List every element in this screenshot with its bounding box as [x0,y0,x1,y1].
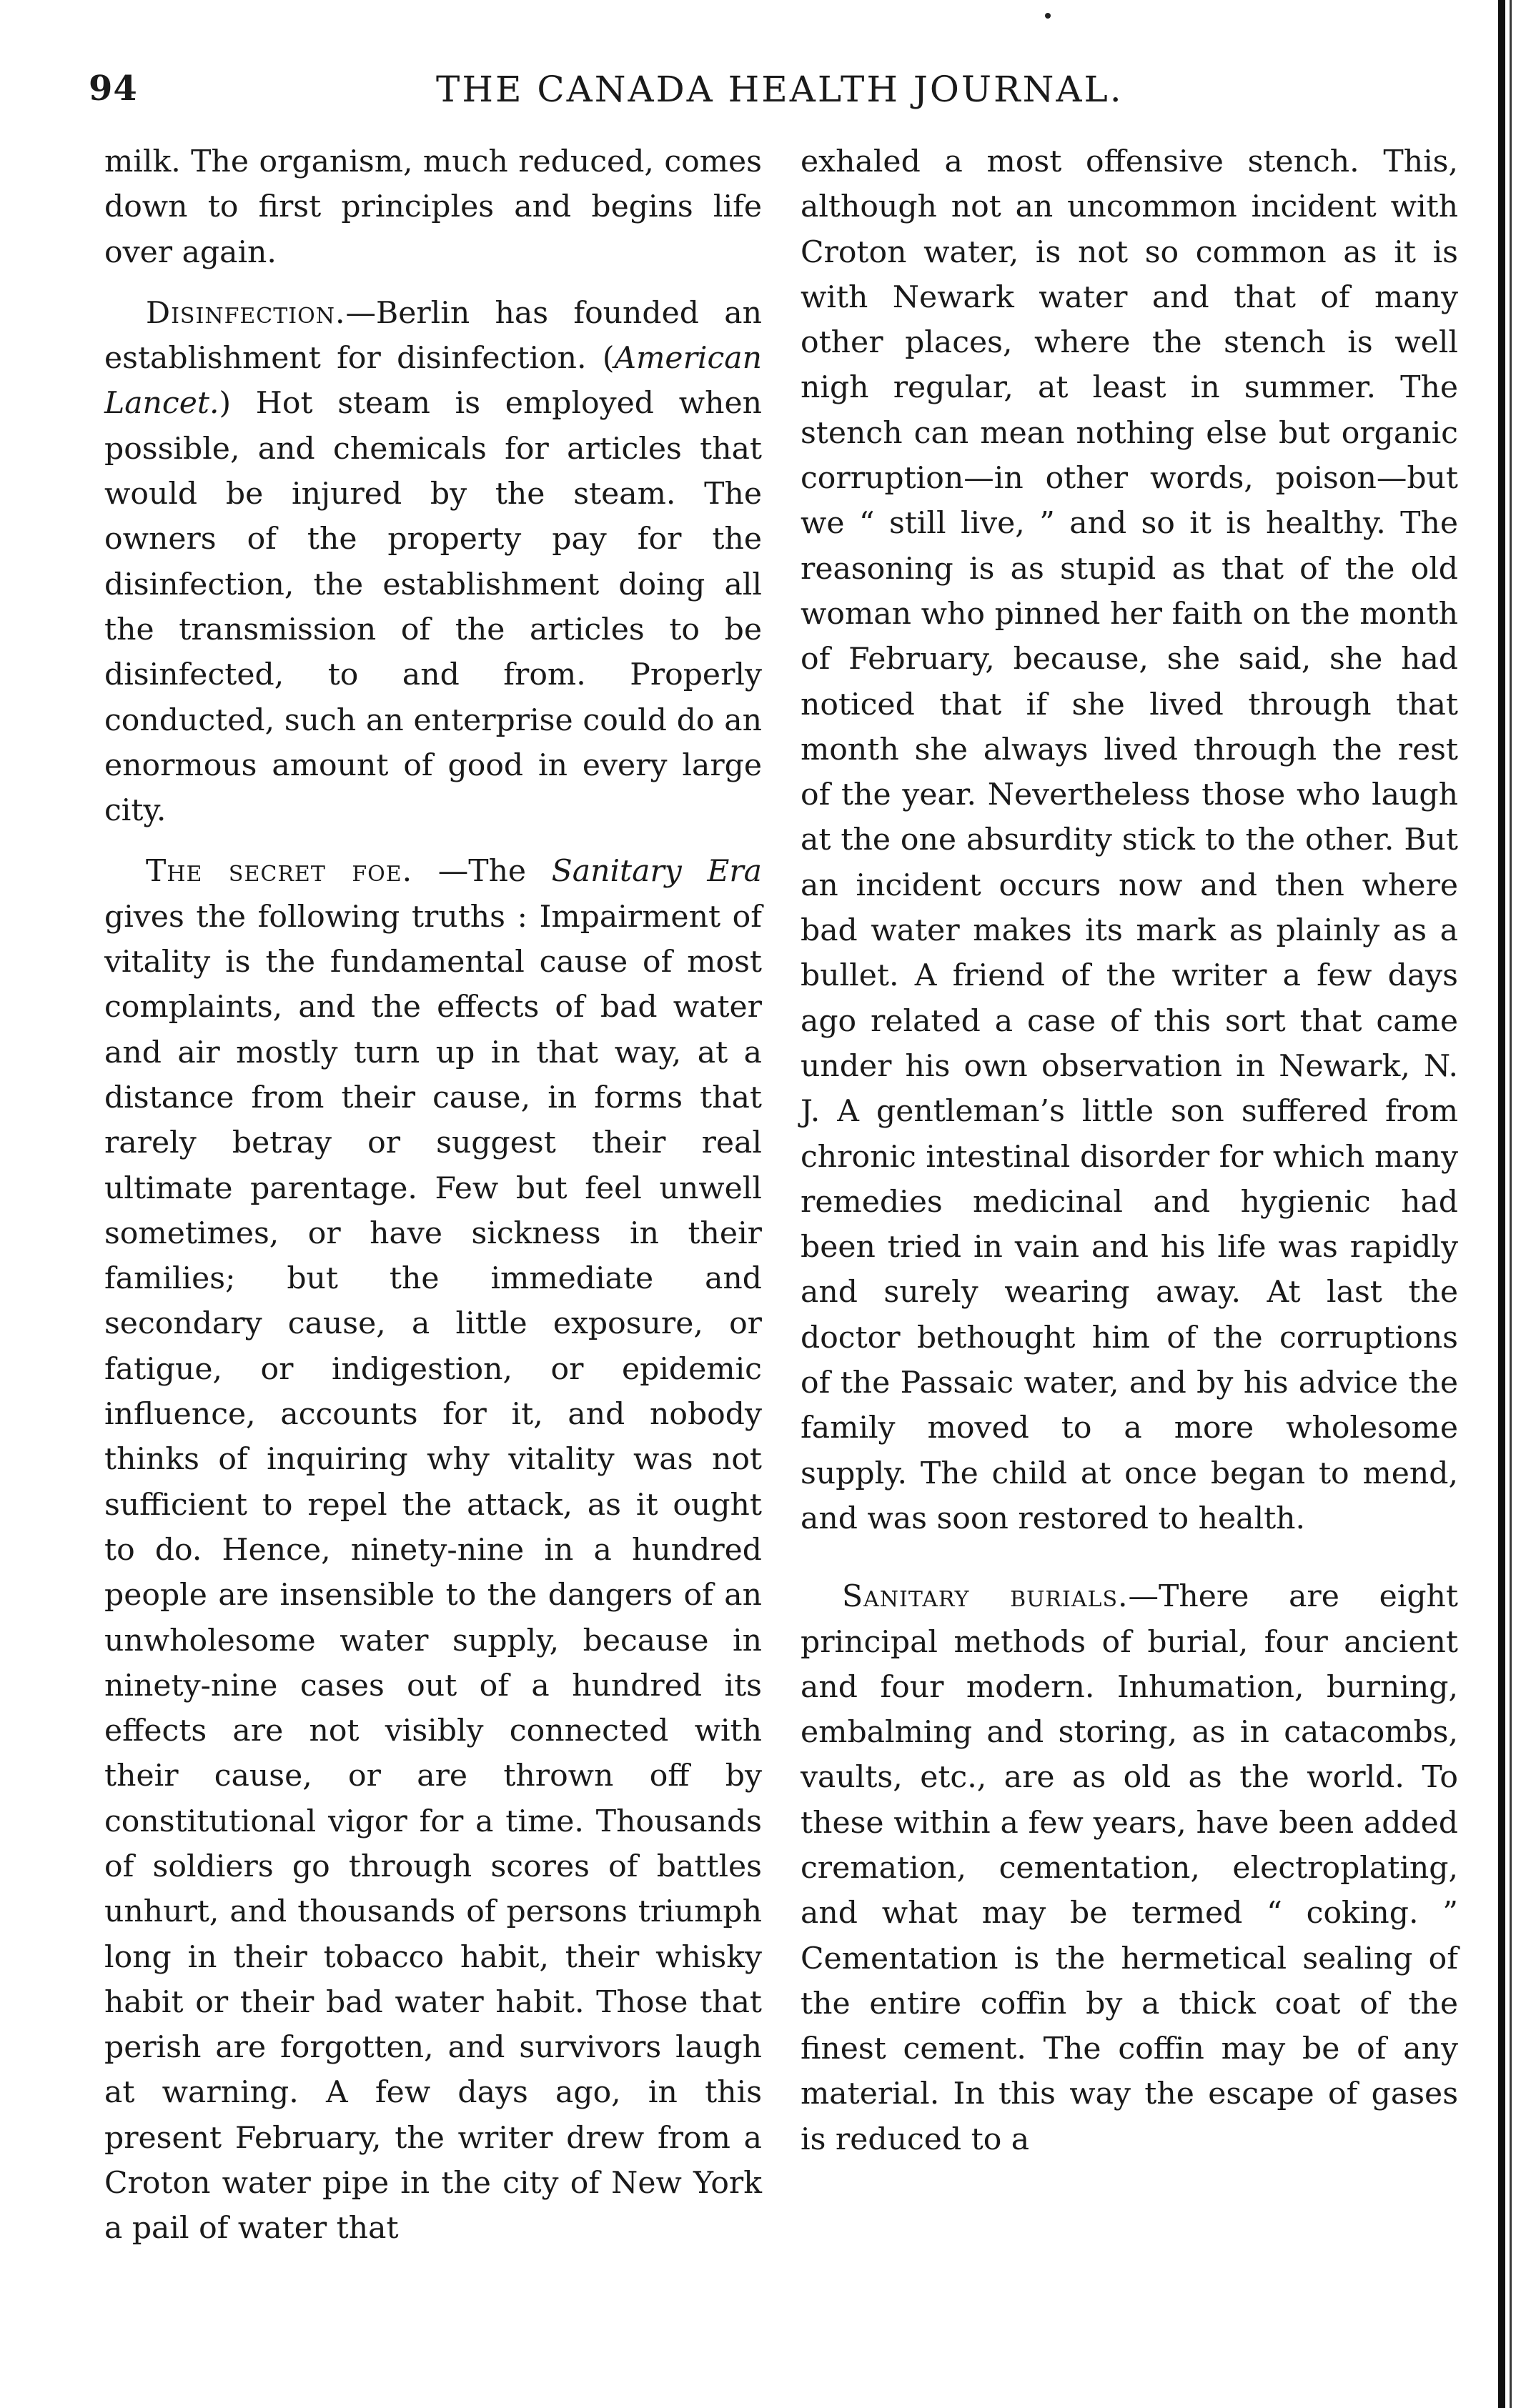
paragraph-text: ) Hot steam is employed when possible, and chemicals for articles that would be injured by the steam. The owners of the property pay for the disinfection, the establishment doing all the transmission of the articles to be disinfected, to and from. Properly conducted, such an enterprise could do an enormous amount of good in every large city. [104,386,762,829]
paragraph-disinfection [104,291,762,834]
paragraph-text: milk. The organism, much reduced, comes down to first principles and begins life over again. [104,144,762,270]
binding-edge-thin [1510,0,1512,2408]
section-heading-secret-foe: The secret foe. [146,854,413,890]
paragraph-sanitary-burials [801,1574,1458,2162]
paragraph-continuation [104,139,762,275]
paragraph-text: —Berlin has founded an establishment for disinfection. ( [104,295,762,377]
paragraph-text: —The [412,854,552,890]
left-column [104,139,762,2252]
paragraph-text: gives the following truths : Impairment of vitality is the fundamental cause of most complaints, and the effects of bad water and air mostly turn up in that way, at a distance from their cause, in forms that rarely betray or suggest their real ultimate parentage. Few but feel unwell sometimes, or have sickness in their families; but the immediate and secondary cause, a little exposure, or fatigue, or indigestion, or epidemic influence, accounts for it, and nobody thinks of inquiring why vitality was not sufficient to repel the attack, as it ought to do. Hence, ninety-nine in a hundred people are insensible to the dangers of an unwholesome water supply, because in ninety-nine cases out of a hundred its effects are not visibly connected with their cause, or are thrown off by constitutional vigor for a time. Thousands of soldiers go through scores of battles unhurt, and thousands of persons triumph long in their tobacco habit, their whisky habit or their bad water habit. Those that perish are forgotten, and survivors laugh at warning. A few days ago, in this present February, the writer drew from a Croton water pipe in the city of New York a pail of water that [104,899,762,2247]
paragraph-continuation [801,139,1458,1541]
journal-title: THE CANADA HEALTH JOURNAL. [436,69,1124,110]
paragraph-text: —There are eight principal methods of burial, four ancient and four modern. Inhumation, burning, embalming and storing, as in catacombs, vaults, etc., are as old as the world. To these within a few years, have been added cremation, cementation, electroplating, and what may be termed “ coking. ” Cementation is the hermetical sealing of the entire coffin by a thick coat of the finest cement. The coffin may be of any material. In this way the escape of gases is reduced to a [801,1579,1458,2157]
section-heading-disinfection: Disinfection. [146,295,346,331]
page-number: 94 [89,69,138,109]
section-heading-sanitary-burials: Sanitary burials. [842,1579,1129,1615]
binding-edge [1498,0,1505,2408]
paragraph-secret-foe [104,849,762,2251]
citation-sanitary-era: Sanitary Era [551,854,762,890]
print-speck [1045,13,1051,19]
paragraph-text: exhaled a most offensive stench. This, although not an uncommon incident with Croton water, is not so common as it is with Newark water and that of many other places, where the stench is well nigh regular, at least in summer. The stench can mean nothing else but organic corruption—in other words, poison—but we “ still live, ” and so it is healthy. The reasoning is as stupid as that of the old woman who pinned her faith on the month of February, because, she said, she had noticed that if she lived through that month she always lived through the rest of the year. Nevertheless those who laugh at the one absurdity stick to the other. But an incident occurs now and then where bad water makes its mark as plainly as a bullet. A friend of the writer a few days ago related a case of this sort that came under his own observation in Newark, N. J. A gentleman’s little son suffered from chronic intestinal disorder for which many remedies medicinal and hygienic had been tried in vain and his life was rapidly and surely wearing away. At last the doctor bethought him of the corruptions of the Passaic water, and by his advice the family moved to a more wholesome supply. The child at once began to mend, and was soon restored to health. [801,144,1458,1536]
citation-american-lancet: American Lancet. [104,341,762,422]
right-column [801,139,1458,2162]
